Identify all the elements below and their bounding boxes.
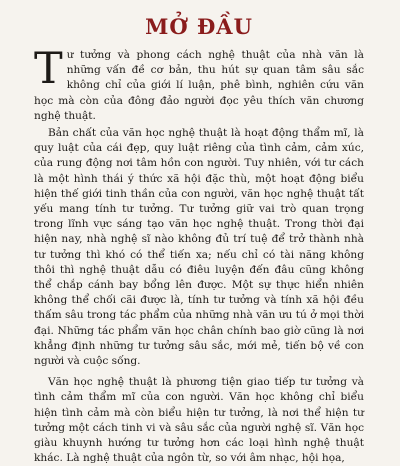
paragraph-intro-text: ư tưởng và phong cách nghệ thuật của nhà văn là những vấn đề cơ bản, thu hút sự quan tâm sâu sắc không chỉ của giới lí luận, phê bình, nghiên cứu văn học mà còn của đông đảo người đọc yêu thích văn chương nghệ thuật.	[34, 49, 364, 122]
paragraph-aesthetic-nature: Bản chất của văn học nghệ thuật là hoạt động thẩm mĩ, là quy luật của cái đẹp, quy luật riêng của tình cảm, cảm xúc, của rung động nơi tâm hồn con người. Tuy nhiên, với tư cách là một hình thái ý thức xã hội đặc thù, một hoạt động biểu hiện thế giới tinh thần của con người, văn học nghệ thuật tất yếu mang tính tư tưởng. Tư tưởng giữ vai trò quan trọng trong lĩnh vực sáng tạo văn học nghệ thuật. Trong thời đại hiện nay, nhà nghệ sĩ nào không đủ trí tuệ để trở thành nhà tư tưởng thì khó có thể tiến xa; nếu chỉ có tài năng không thôi thì nghệ thuật dẫu có điêu luyện đến đâu cũng không thể chắp cánh bay bổng lên được. Một sự thực hiển nhiên không thể chối cãi được là, tính tư tưởng và tính xã hội đều thấm sâu trong tác phẩm của những nhà văn ưu tú ở mọi thời đại. Những tác phẩm văn học chân chính bao giờ cũng là nơi khẳng định những tư tưởng sâu sắc, mới mẻ, tiến bộ về con người và cuộc sống.	[34, 127, 364, 368]
chapter-title: MỞ ĐẦU	[145, 14, 253, 39]
paragraph-communication: Văn học nghệ thuật là phương tiện giao tiếp tư tưởng và tình cảm thẩm mĩ của con người. Văn học không chỉ biểu hiện tình cảm mà còn biểu hiện tư tưởng, là nơi thể hiện tư tưởng một cách tinh vi và sâu sắc của người nghệ sĩ. Văn học giàu khuynh hướng tư tưởng hơn các loại hình nghệ thuật khác. Là nghệ thuật của ngôn từ, so với âm nhạc, hội họa,	[34, 376, 364, 465]
paragraph-intro	[34, 44, 364, 124]
drop-cap-letter: T	[34, 44, 63, 94]
